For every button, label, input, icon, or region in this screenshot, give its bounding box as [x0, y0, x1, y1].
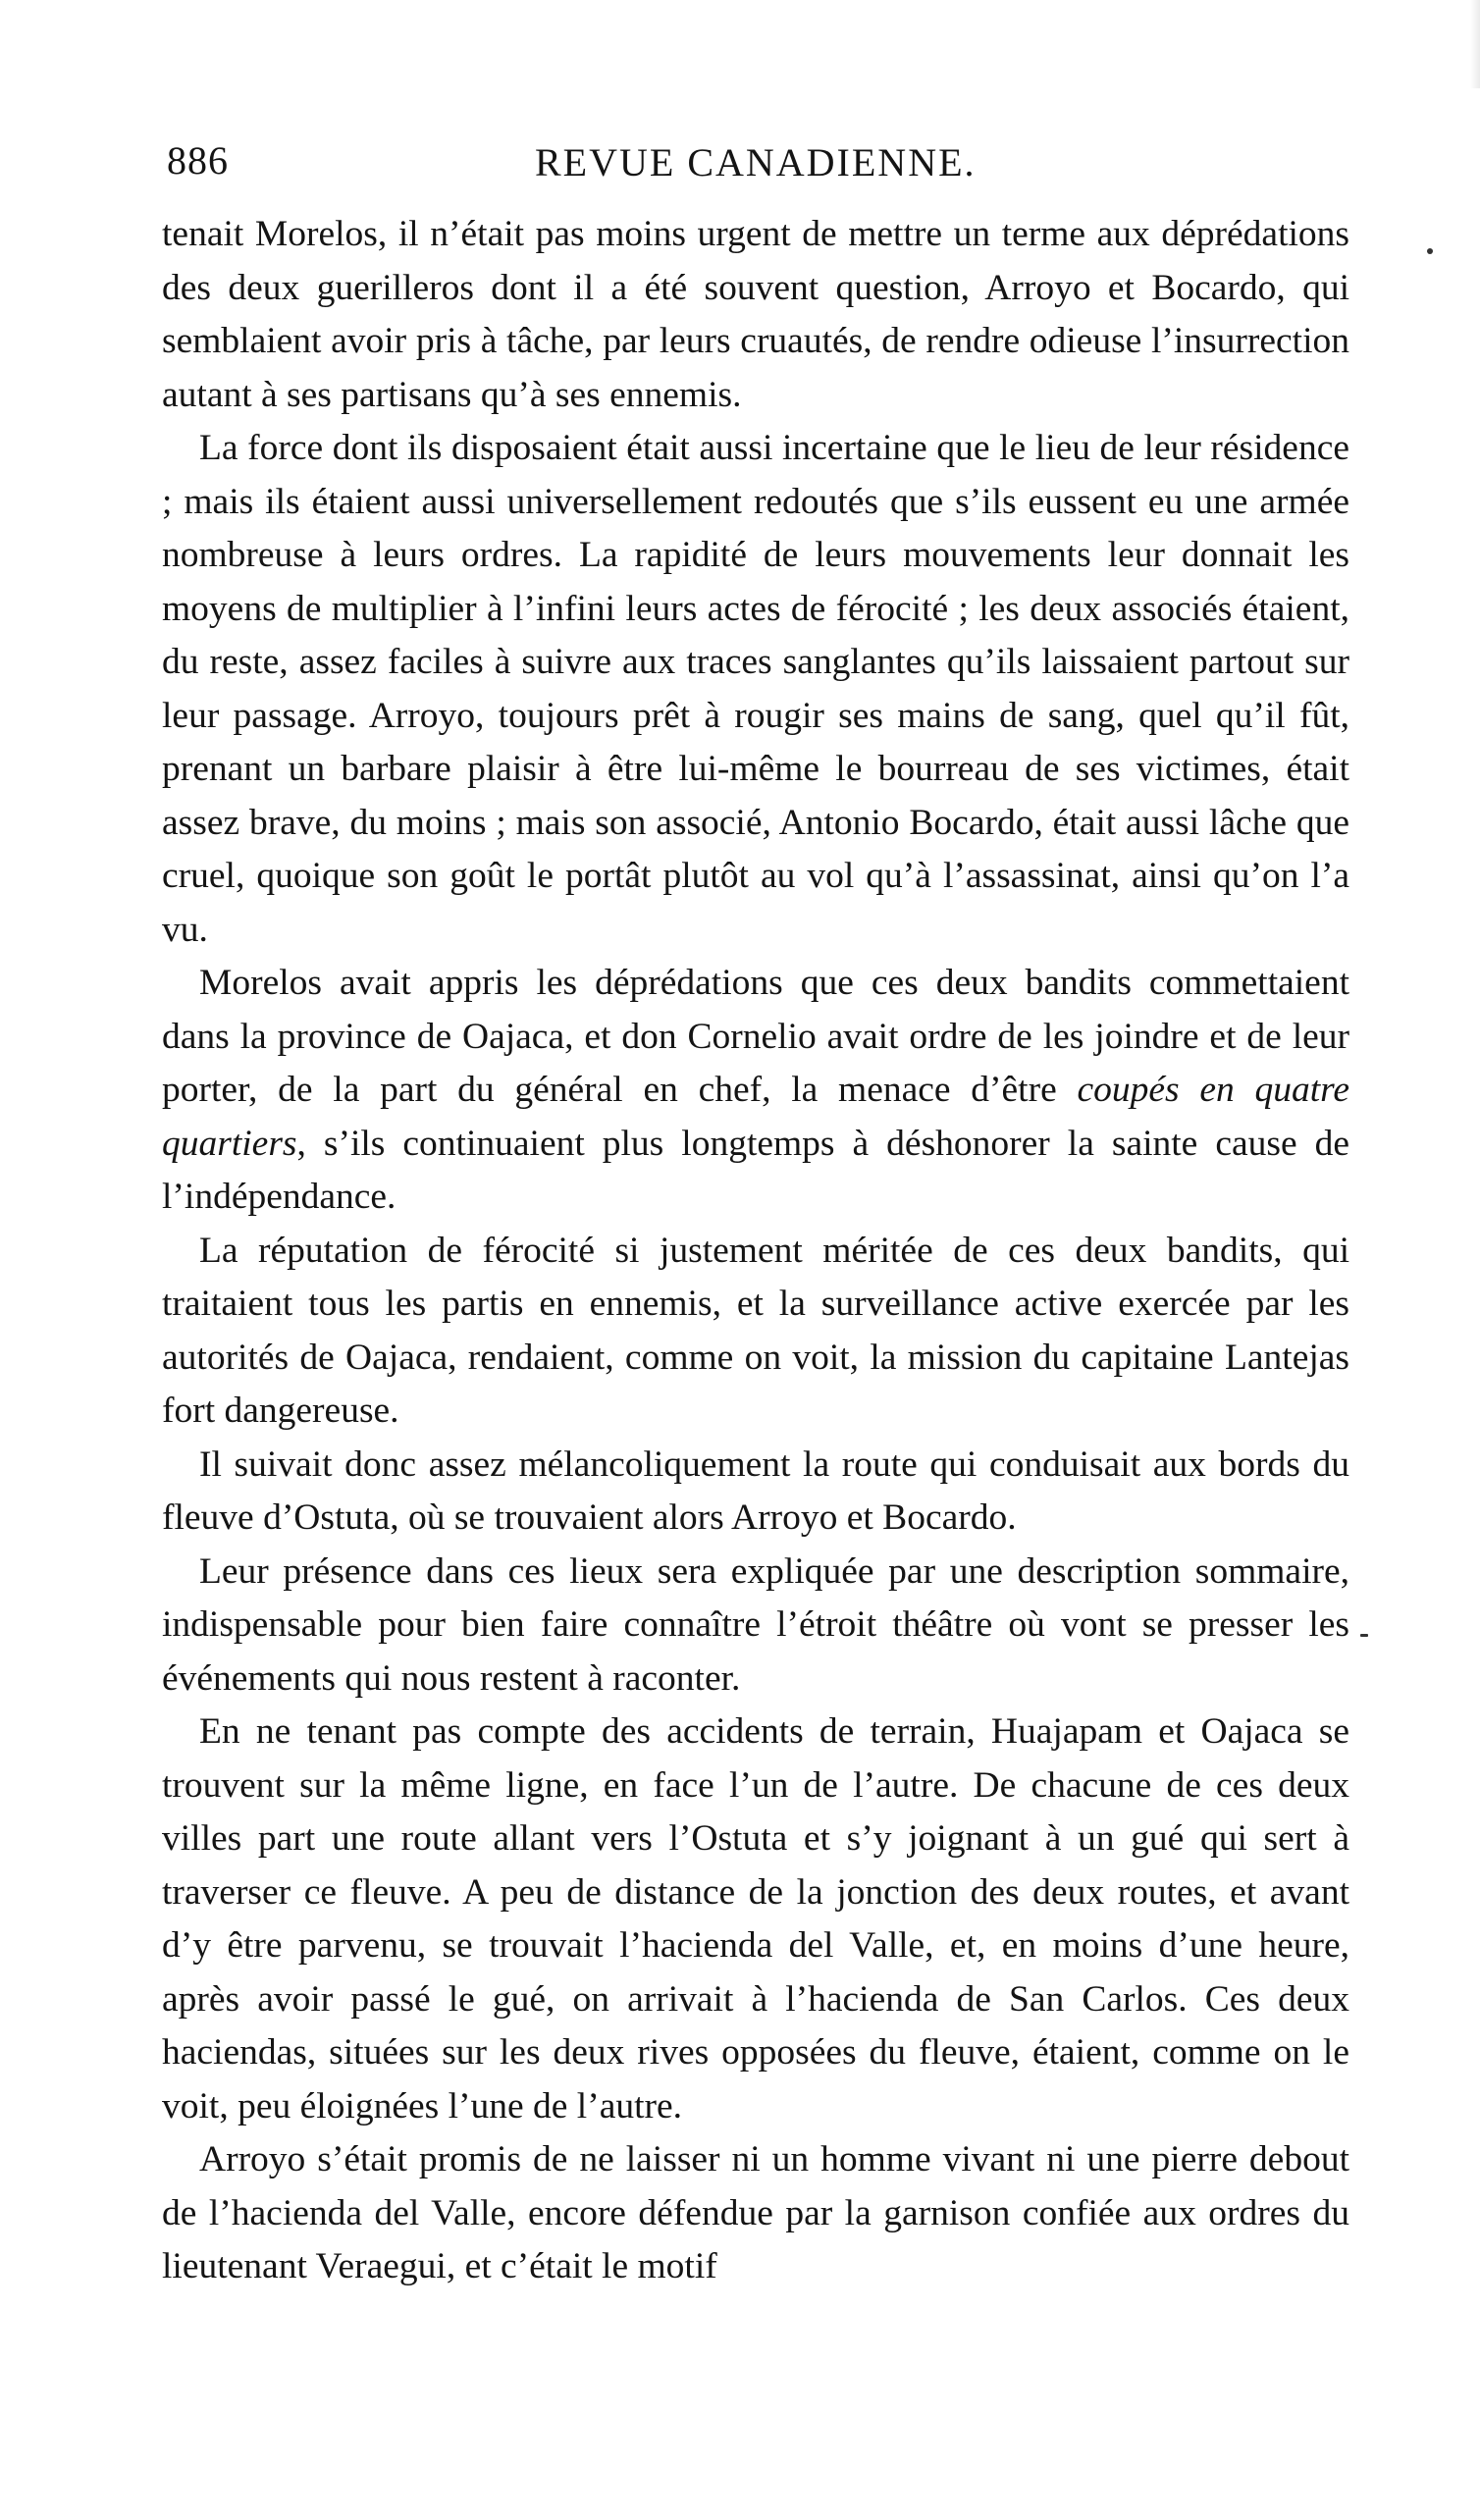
paragraph-5: Il suivait donc assez mélancoliquement la route qui conduisait aux bords du fleuve d’Ostuta, où se trouvaient alors Arroyo et Bocardo.: [162, 1444, 1349, 1538]
margin-dot: [1427, 248, 1433, 254]
italic-phrase: coupés en quatre quartiers: [162, 1070, 1349, 1164]
paragraph-2: La force dont ils disposaient était aussi incertaine que le lieu de leur résidence ; mais ils étaient aussi universellement redoutés que s’ils eussent eu une armée nombreuse à leurs ordres. La rapidité de leurs mouvements leur donnait les moyens de multiplier à l’infini leurs actes de férocité ; les deux associés étaient, du reste, assez faciles à suivre aux traces sanglantes qu’ils laissaient partout sur leur passage. Arroyo, toujours prêt à rougir ses mains de sang, quel qu’il fût, prenant un barbare plaisir à être lui-même le bourreau de ses victimes, était assez brave, du moins ; mais son associé, Antonio Bocardo, était aussi lâche que cruel, quoique son goût le portât plutôt au vol qu’à l’assassinat, ainsi qu’on l’a vu.: [162, 428, 1349, 950]
paragraph-3-after: , s’ils continuaient plus longtemps à déshonorer la sainte cause de l’indépendance.: [162, 1123, 1349, 1217]
scan-edge-shadow: [1470, 0, 1480, 88]
body-text: [162, 208, 1349, 2294]
paragraph-3: [162, 957, 1349, 1225]
paragraph-7: En ne tenant pas compte des accidents de terrain, Huajapam et Oajaca se trouvent sur la même ligne, en face l’un de l’autre. De chacune de ces deux villes part une route allant vers l’Ostuta et s’y joignant à un gué qui sert à traverser ce fleuve. A peu de distance de la jonction des deux routes, et avant d’y être parvenu, se trouvait l’hacienda del Valle, et, en moins d’une heure, après avoir passé le gué, on arrivait à l’hacienda de San Carlos. Ces deux haciendas, situées sur les deux rives opposées du fleuve, étaient, comme on le voit, peu éloignées l’une de l’autre.: [162, 1711, 1349, 2126]
page-number: 886: [167, 138, 229, 183]
paragraph-3-before: Morelos avait appris les déprédations que ces deux bandits commettaient dans la province de Oajaca, et don Cornelio avait ordre de les joindre et de leur porter, de la part du général en chef, la menace d’être: [162, 963, 1349, 1110]
margin-dash: [1360, 1634, 1368, 1637]
paragraph-8: Arroyo s’était promis de ne laisser ni un homme vivant ni une pierre debout de l’hacienda del Valle, encore défendue par la garnison confiée aux ordres du lieutenant Veraegui, et c’était le motif: [162, 2139, 1349, 2286]
paragraph-1: tenait Morelos, il n’était pas moins urgent de mettre un terme aux déprédations des deux guerilleros dont il a été souvent question, Arroyo et Bocardo, qui semblaient avoir pris à tâche, par leurs cruautés, de rendre odieuse l’insurrection autant à ses partisans qu’à ses ennemis.: [162, 214, 1349, 415]
paragraph-6: Leur présence dans ces lieux sera expliquée par une description sommaire, indispensable pour bien faire connaître l’étroit théâtre où vont se presser les événements qui nous restent à raconter.: [162, 1550, 1349, 1699]
paragraph-4: La réputation de férocité si justement méritée de ces deux bandits, qui traitaient tous les partis en ennemis, et la surveillance active exercée par les autorités de Oajaca, rendaient, comme on voit, la mission du capitaine Lantejas fort dangereuse.: [162, 1230, 1349, 1431]
running-title: REVUE CANADIENNE.: [535, 140, 977, 184]
page-header: [167, 137, 1345, 196]
